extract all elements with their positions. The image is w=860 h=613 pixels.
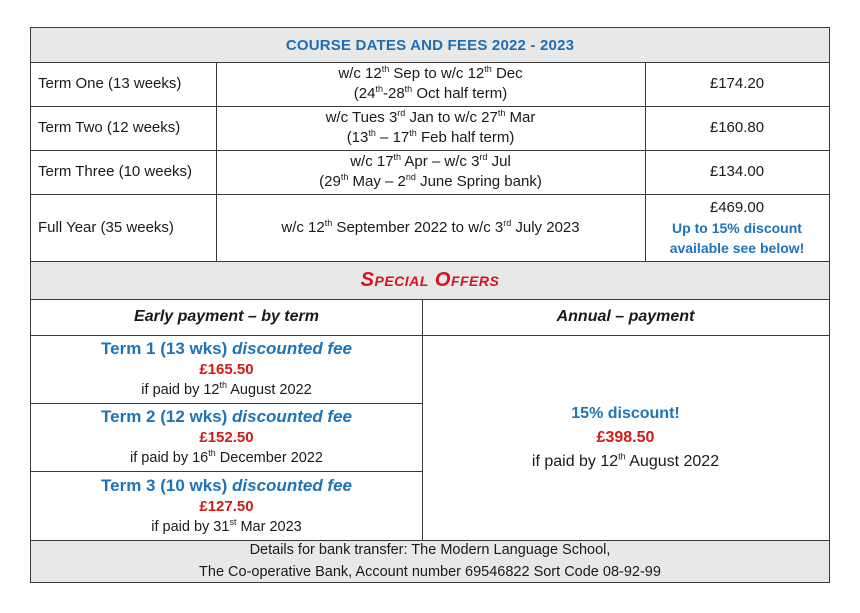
divider	[31, 194, 829, 195]
early-offer-cell	[31, 471, 422, 540]
term-fee: £174.20	[709, 75, 765, 92]
early-payment-label: Early payment – by term	[134, 308, 319, 325]
annual-deadline: if paid by 12th August 2022	[531, 451, 720, 470]
early-offer-term: Term 3 (10 wks)	[101, 475, 233, 495]
annual-price: £398.50	[596, 428, 655, 446]
divider	[645, 62, 646, 261]
term-name-cell	[31, 106, 216, 150]
title-band	[31, 28, 829, 62]
term-name-cell	[31, 62, 216, 106]
term-dates-line: w/c 17th Apr – w/c 3rd Jul	[350, 152, 511, 170]
term-dates-line: (13th – 17th Feb half term)	[346, 128, 515, 146]
term-fee: £160.80	[709, 119, 765, 136]
fees-table	[30, 27, 830, 583]
page-title: COURSE DATES AND FEES 2022 - 2023	[285, 36, 575, 54]
bank-details-line-2: The Co-operative Bank, Account number 69546822 Sort Code 08-92-99	[199, 564, 661, 580]
early-offer-price: £152.50	[199, 429, 254, 446]
early-offer-price: £165.50	[199, 361, 254, 378]
term-dates-line: (24th-28th Oct half term)	[353, 84, 508, 102]
early-offer-cell	[31, 335, 422, 403]
term-dates-line: w/c 12th Sep to w/c 12th Dec	[338, 64, 523, 82]
term-dates-cell	[216, 150, 645, 194]
term-dates-cell	[216, 194, 645, 261]
early-offer-title	[101, 475, 352, 497]
early-offer-label: discounted fee	[232, 339, 352, 358]
term-dates-cell	[216, 62, 645, 106]
term-fee-cell	[645, 150, 829, 194]
divider	[31, 62, 829, 63]
early-offer-deadline: if paid by 31st Mar 2023	[151, 516, 302, 535]
early-offer-deadline: if paid by 12th August 2022	[141, 380, 312, 398]
divider	[31, 261, 829, 262]
early-offer-cell	[31, 403, 422, 471]
term-name-cell	[31, 150, 216, 194]
term-dates-cell	[216, 106, 645, 150]
divider	[31, 335, 829, 336]
fee-discount-note: Up to 15% discount	[672, 219, 802, 236]
early-offer-title	[101, 338, 352, 360]
annual-discount: 15% discount!	[571, 404, 680, 422]
bank-details-band	[31, 540, 829, 582]
term-name: Term One (13 weeks)	[38, 75, 182, 92]
special-offers-heading: Special Offers	[360, 268, 500, 291]
term-fee-cell	[645, 194, 829, 261]
early-payment-header	[31, 299, 422, 335]
early-offer-label: discounted fee	[232, 475, 352, 495]
divider	[31, 540, 829, 541]
term-fee: £134.00	[709, 163, 765, 180]
term-fee-cell	[645, 62, 829, 106]
term-fee-cell	[645, 106, 829, 150]
divider	[31, 106, 829, 107]
early-offer-price: £127.50	[199, 497, 254, 515]
term-dates-line: (29th May – 2nd June Spring bank)	[319, 172, 542, 190]
term-dates-line: w/c 12th September 2022 to w/c 3rd July 2023	[281, 217, 580, 236]
early-offer-deadline: if paid by 16th December 2022	[130, 448, 323, 466]
annual-payment-header	[422, 299, 829, 335]
early-offer-term: Term 2 (12 wks)	[101, 407, 233, 426]
term-name-cell	[31, 194, 216, 261]
early-offer-term: Term 1 (13 wks)	[101, 339, 233, 358]
term-name: Full Year (35 weeks)	[38, 218, 174, 236]
annual-payment-label: Annual – payment	[556, 308, 695, 325]
divider	[422, 299, 423, 540]
divider	[31, 299, 829, 300]
early-offer-label: discounted fee	[232, 407, 352, 426]
term-name: Term Two (12 weeks)	[38, 119, 181, 136]
term-dates-line: w/c Tues 3rd Jan to w/c 27th Mar	[325, 108, 536, 126]
divider	[216, 62, 217, 261]
annual-offer	[422, 335, 829, 540]
special-offers-band	[31, 261, 829, 299]
term-fee: £469.00	[709, 198, 765, 216]
bank-details-line-1: Details for bank transfer: The Modern Language School,	[249, 542, 611, 558]
divider	[31, 403, 422, 404]
divider	[31, 471, 422, 472]
term-name: Term Three (10 weeks)	[38, 163, 192, 180]
fee-discount-note: available see below!	[669, 239, 805, 256]
divider	[31, 150, 829, 151]
early-offer-title	[101, 406, 352, 428]
